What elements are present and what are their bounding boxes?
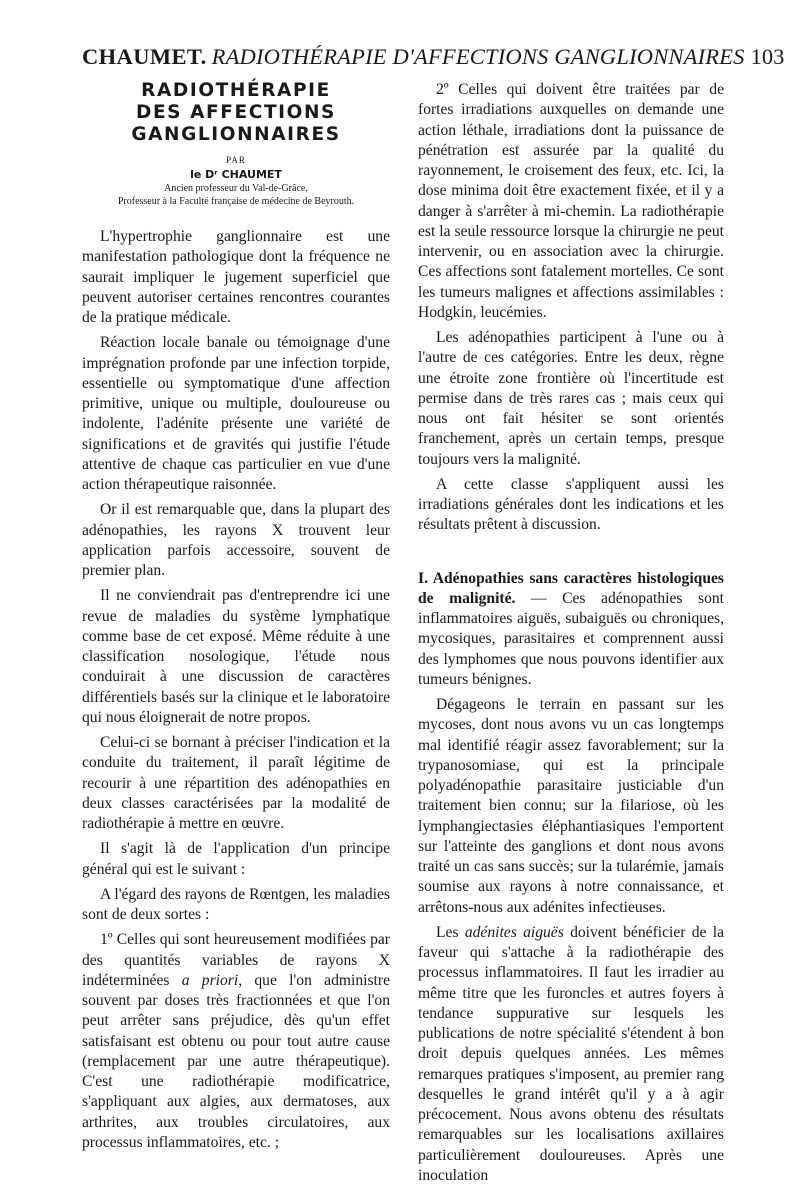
section-intro-text: — Ces adénopathies sont inflammatoires aiguës, subaiguës ou chroniques, mycosiques, parasitaires et comprennent aussi des lymphomes que nous pouvons identifier aux tumeurs bénignes. (418, 589, 724, 688)
para3-start: Les (436, 923, 465, 941)
list-item-1 (82, 930, 390, 1153)
paragraph: Dégageons le terrain en passant sur les mycoses, dont nous avons vu un cas longtemps mal identifié réagir assez favorablement; sur la trypanosomiase, qui est la principale polyadénopathie parasitaire justiciable d'un traitement bien connu; sur la filariose, où les lymphangiectasies éléphantiasiques l'emportent sur l'atteinte des ganglions et dont nous avons traité un cas sans succès; sur la tularémie, jamais soumise aux rayons à notre connaissance, et arrêtons-nous aux adénites infectieuses. (418, 696, 724, 916)
paragraph: A cette classe s'appliquent aussi les irradiations générales dont les indications et les résultats prêtent à discussion. (418, 475, 724, 534)
article-title-line: DES AFFECTIONS (135, 102, 336, 123)
paragraph-acute-adenites (418, 923, 724, 1186)
paragraph: Or il est remarquable que, dans la plupart des adénopathies, les rayons X trouvent leur application parfois accessoire, souvent de premier plan. (82, 501, 390, 579)
page-number: 103 (750, 44, 785, 69)
paragraph: L'hypertrophie ganglionnaire est une manifestation pathologique dont la fréquence ne saurait impliquer le jugement superficiel que peuvent autoriser certaines rencontres courantes de la pratique médicale. (82, 228, 390, 326)
article-title-line: RADIOTHÉRAPIE (141, 80, 331, 101)
section-heading: I. Adénopathies sans caractères histologiques de malignité. (418, 569, 724, 607)
list-item-1-end: , que l'on administre souvent par doses très fractionnées et que l'on peut arrêter sans préjudice, dès qu'un effet satisfaisant est obtenu ou pour tout autre cause (remplacement par une autre thérapeutique). C'est une radiothérapie modificatrice, s'appliquant aux algies, aux dermatoses, aux arthrites, aux troubles circulatoires, aux processus inflammatoires, etc. ; (82, 971, 390, 1151)
list-item-1-italic: a priori (181, 971, 239, 989)
paragraph: Les adénopathies participent à l'une ou à l'autre de ces catégories. Entre les deux, règne une étroite zone frontière où l'incertitude est permise dans de très rares cas ; mais ceux qui nous ont fait hésiter se sont orientés franchement, après un certain temps, presque toujours vers la malignité. (418, 329, 724, 468)
header-title: RADIOTHÉRAPIE D'AFFECTIONS GANGLIONNAIRES (211, 44, 745, 69)
paragraph: Réaction locale banale ou témoignage d'une imprégnation profonde par une infection torpide, essentielle ou symptomatique d'une affection primitive, unique ou multiple, douloureuse ou indolente, l'adénite présente une variété de significations et de gravités qui justifie l'étude attentive de chaque cas particulier en vue d'une action thérapeutique raisonnée. (82, 334, 390, 493)
paragraph: A l'égard des rayons de Rœntgen, les maladies sont de deux sortes : (82, 885, 390, 923)
list-item-1-start: 1º Celles qui sont heureusement modifiées par des quantités variables de rayons X indéterminées (82, 931, 390, 989)
section-one-intro (418, 569, 724, 691)
left-column (82, 80, 390, 1158)
paragraph: Il ne conviendrait pas d'entreprendre ici une revue de maladies du système lymphatique comme base de cet exposé. Même réduite à une classification nosologique, l'étude nous conduirait à une discussion de caractères différentiels basés sur la clinique et le laboratoire qui nous éloignerait de notre propos. (82, 587, 390, 726)
par-label: PAR (226, 155, 246, 165)
header-author: CHAUMET. (82, 44, 207, 69)
para3-italic: adénites aiguës (464, 923, 564, 941)
author-byline: le Dʳ CHAUMET (190, 168, 282, 181)
paragraph: Celui-ci se bornant à préciser l'indication et la conduite du traitement, il paraît légitime de recourir à une répartition des adénopathies en deux classes caractérisées par la modalité de radiothérapie à mettre en œuvre. (82, 734, 390, 832)
running-header (82, 44, 785, 78)
list-item-2: 2º Celles qui doivent être traitées par de fortes irradiations auxquelles on demande une action léthale, irradiations dont la puissance de pénétration est assurée par la qualité du rayonnement, le croisement des feux, etc. Ici, la dose minima doit être exactement fixée, et il y a danger à s'arrêter à mi-chemin. La radiothérapie est la seule ressource lorsque la chirurgie ne peut intervenir, ou en association avec la chirurgie. Ces affections sont fatalement mortelles. Ce sont les tumeurs malignes et affections assimilables : Hodgkin, leucémies. (418, 81, 724, 321)
right-column (418, 80, 724, 1191)
author-affiliation-line: Ancien professeur du Val-de-Grâce, (164, 183, 308, 194)
paragraph: Il s'agit là de l'application d'un principe général qui est le suivant : (82, 840, 390, 878)
author-affiliation-line: Professeur à la Faculté française de médecine de Beyrouth. (117, 196, 355, 207)
article-title-line: GANGLIONNAIRES (131, 124, 341, 145)
para3-end: doivent bénéficier de la faveur qui s'attache à la radiothérapie des processus inflammatoires. Il faut les irradier au même titre que les furoncles et autres foyers à tendance suppurative sur lesquels les publications de notre spécialité s'étendent à bon droit depuis quelques années. Les mêmes remarques pratiques s'imposent, au premier rang desquelles le grand intérêt qu'il y a à agir précocement. Nous avons obtenu des résultats remarquables sur les localisations axillaires particulièrement douloureuses. Après une inoculation (418, 923, 725, 1184)
article-title (82, 80, 390, 146)
